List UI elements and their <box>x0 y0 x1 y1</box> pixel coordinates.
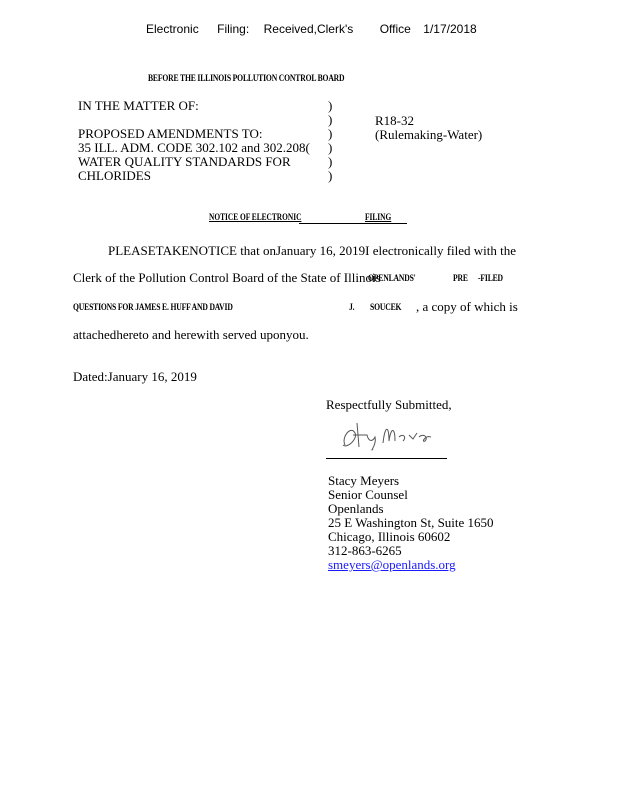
stamp-part-office: Office <box>379 22 411 36</box>
questions-label: QUESTIONS FOR JAMES E. HUFF AND DAVID <box>73 302 233 312</box>
docket-number: R18-32 <box>375 113 414 128</box>
notice-title-underline <box>299 223 407 224</box>
caption-line-proposed: PROPOSED AMENDMENTS TO: <box>78 126 263 141</box>
notice-lead-text: PLEASETAKENOTICE that on <box>108 243 276 258</box>
closing: Respectfully Submitted, <box>326 397 452 412</box>
signer-phone: 312-863-6265 <box>328 543 402 558</box>
signer-name: Stacy Meyers <box>328 473 400 488</box>
body-line-2: Clerk of the Pollution Control Board of the State of Illinois <box>73 270 381 285</box>
filed-label: -FILED <box>478 273 503 283</box>
body-line-4 <box>73 327 309 343</box>
stamp-part-electronic: Electronic <box>146 22 199 36</box>
stamp-date: 1/17/2018 <box>423 22 477 36</box>
signer-address-1: 25 E Washington St, Suite 1650 <box>328 515 494 530</box>
body-line-1 <box>108 243 516 259</box>
filing-stamp <box>146 20 477 38</box>
caption-paren: ) <box>328 98 333 113</box>
caption-paren: ) <box>328 126 333 141</box>
caption-line-matter: IN THE MATTER OF: <box>78 98 199 113</box>
stamp-part-filing: Filing: <box>217 22 250 36</box>
caption-paren: ) <box>328 112 333 127</box>
served-text: hereto and herewith served upon <box>116 327 286 342</box>
you-text: you. <box>285 327 309 342</box>
caption-paren: ) <box>328 140 333 155</box>
copy-text: , a copy of which is <box>416 299 518 314</box>
filing-date: January 16, 2019 <box>275 243 366 258</box>
initial-j-label: J. <box>349 302 355 312</box>
docket-type: (Rulemaking-Water) <box>375 127 483 142</box>
caption-line-chlorides: CHLORIDES <box>78 168 151 183</box>
caption-line-code: 35 ILL. ADM. CODE 302.102 and 302.208( <box>78 140 310 155</box>
signer-email-link[interactable]: smeyers@openlands.org <box>328 557 456 572</box>
board-heading: BEFORE THE ILLINOIS POLLUTION CONTROL BOARD <box>148 73 345 83</box>
notice-title-part2: FILING <box>365 212 392 222</box>
openlands-label: OPENLANDS' <box>368 273 416 283</box>
caption-line-wqs: WATER QUALITY STANDARDS FOR <box>78 154 291 169</box>
signer-org: Openlands <box>328 501 384 516</box>
handwritten-signature <box>333 415 433 455</box>
attached-text: attached <box>73 327 117 342</box>
dated-label: Dated: <box>73 369 108 384</box>
signer-title: Senior Counsel <box>328 487 408 502</box>
notice-title-part1: NOTICE OF ELECTRONIC <box>209 212 302 222</box>
dated-line <box>73 369 197 385</box>
signer-address-2: Chicago, Illinois 60602 <box>328 529 451 544</box>
pre-label: PRE <box>453 273 468 283</box>
caption-paren: ) <box>328 168 333 183</box>
stamp-part-received: Received,Clerk's <box>263 22 354 36</box>
signature-line <box>326 458 447 459</box>
caption-paren: ) <box>328 154 333 169</box>
notice-title <box>209 212 392 222</box>
notice-lead-tail: I electronically filed with the <box>365 243 517 258</box>
dated-value: January 16, 2019 <box>107 369 197 384</box>
soucek-label: SOUCEK <box>370 302 402 312</box>
